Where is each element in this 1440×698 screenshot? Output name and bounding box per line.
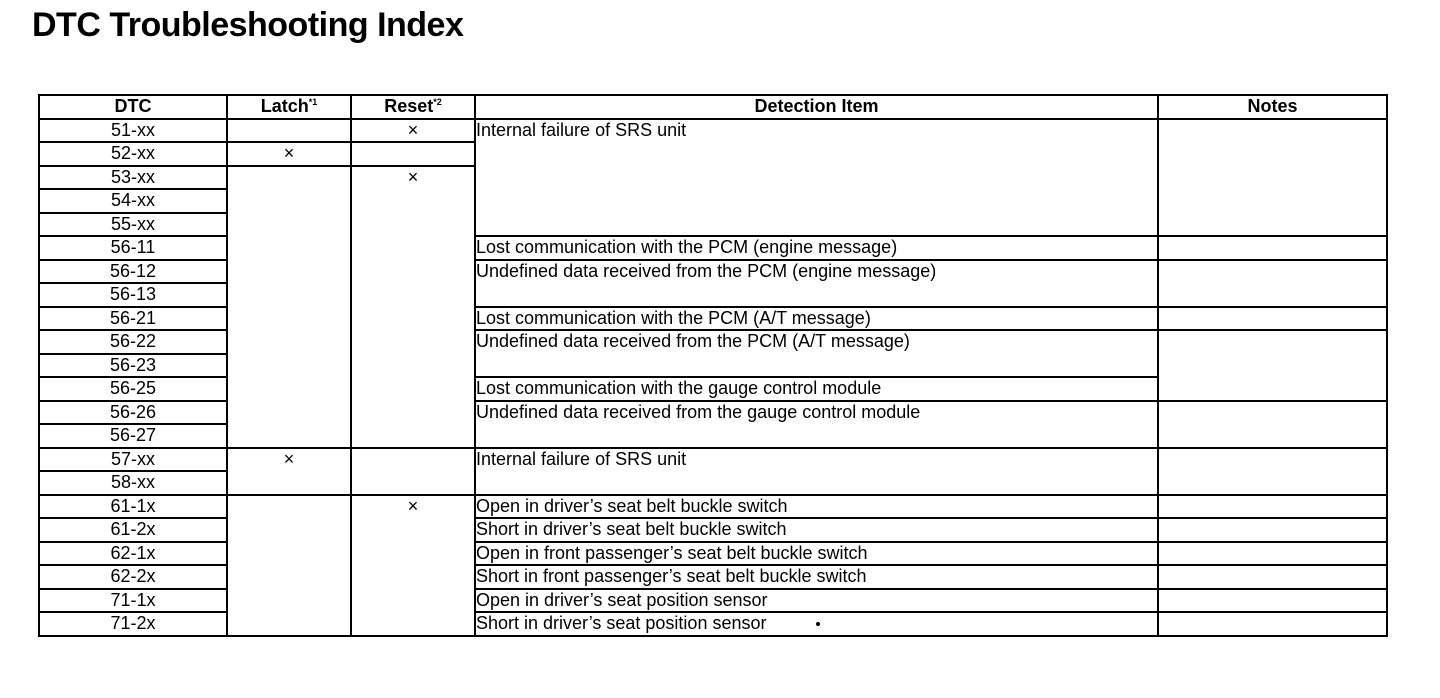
reset-cell: × [351,495,475,636]
reset-cell [351,448,475,495]
detection-item: Short in driver’s seat belt buckle switch [475,518,1158,542]
dtc-code: 56-25 [39,377,227,401]
latch-cell [227,166,351,448]
detection-item: Lost communication with the gauge control module [475,377,1158,401]
dtc-code: 62-2x [39,565,227,589]
notes-cell [1158,330,1387,401]
notes-cell [1158,260,1387,307]
dtc-code: 53-xx [39,166,227,190]
detection-item: Lost communication with the PCM (engine message) [475,236,1158,260]
latch-cell: × [227,448,351,495]
notes-cell [1158,495,1387,519]
dtc-code: 62-1x [39,542,227,566]
dtc-code: 56-13 [39,283,227,307]
detection-item [475,612,1158,636]
table-row [39,495,1387,519]
dtc-index-table [38,94,1388,637]
notes-cell [1158,565,1387,589]
notes-cell [1158,612,1387,636]
dtc-code: 52-xx [39,142,227,166]
latch-cell: × [227,142,351,166]
table-row [39,448,1387,472]
reset-cell: × [351,166,475,448]
detection-item: Undefined data received from the PCM (A/T message) [475,330,1158,377]
dtc-code: 58-xx [39,471,227,495]
reset-cell: × [351,119,475,143]
dtc-code: 71-2x [39,612,227,636]
notes-cell [1158,119,1387,237]
notes-cell [1158,307,1387,331]
detection-item: Open in front passenger’s seat belt buckle switch [475,542,1158,566]
notes-cell [1158,518,1387,542]
header-reset: Reset$^{*2}$ [351,95,475,119]
detection-item: Lost communication with the PCM (A/T message) [475,307,1158,331]
header-dtc: DTC [39,95,227,119]
reset-cell [351,142,475,166]
detection-item: Short in front passenger’s seat belt buckle switch [475,565,1158,589]
dtc-code: 51-xx [39,119,227,143]
dtc-code: 56-26 [39,401,227,425]
detection-item: Undefined data received from the PCM (engine message) [475,260,1158,307]
dtc-code: 56-21 [39,307,227,331]
detection-item-text: Short in driver’s seat position sensor [476,613,767,633]
dtc-code: 54-xx [39,189,227,213]
dtc-code: 55-xx [39,213,227,237]
table-row [39,119,1387,143]
page-title: DTC Troubleshooting Index [32,6,464,44]
notes-cell [1158,542,1387,566]
dtc-code: 61-2x [39,518,227,542]
notes-cell [1158,448,1387,495]
detection-item: Undefined data received from the gauge control module [475,401,1158,448]
dtc-code: 56-12 [39,260,227,284]
dtc-code: 61-1x [39,495,227,519]
detection-item: Internal failure of SRS unit [475,448,1158,495]
notes-cell [1158,236,1387,260]
dtc-code: 56-22 [39,330,227,354]
latch-cell [227,495,351,636]
dtc-code: 71-1x [39,589,227,613]
latch-cell [227,119,351,143]
detection-item: Open in driver’s seat position sensor [475,589,1158,613]
detection-item: Open in driver’s seat belt buckle switch [475,495,1158,519]
ink-dot [816,622,820,626]
dtc-code: 56-27 [39,424,227,448]
header-detection-item: Detection Item [475,95,1158,119]
dtc-code: 57-xx [39,448,227,472]
dtc-code: 56-11 [39,236,227,260]
detection-item: Internal failure of SRS unit [475,119,1158,237]
table-header-row [39,95,1387,119]
notes-cell [1158,401,1387,448]
header-latch: Latch$^{*1}$ [227,95,351,119]
dtc-code: 56-23 [39,354,227,378]
header-notes: Notes [1158,95,1387,119]
notes-cell [1158,589,1387,613]
